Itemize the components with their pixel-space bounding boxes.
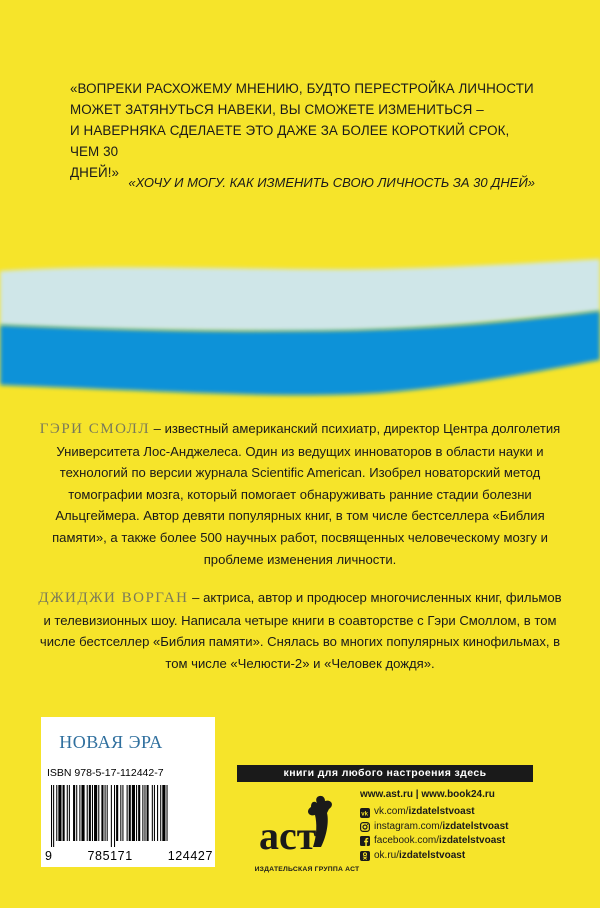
social-link-handle: izdatelstvoast bbox=[442, 820, 509, 832]
social-link[interactable] bbox=[360, 820, 560, 834]
barcode-bar bbox=[144, 785, 145, 841]
social-link-prefix: instagram.com/ bbox=[374, 820, 443, 832]
svg-text:vk: vk bbox=[361, 811, 368, 818]
barcode-bar bbox=[101, 785, 103, 841]
barcode-bar bbox=[98, 785, 99, 841]
barcode-bar bbox=[138, 785, 140, 841]
barcode-bar bbox=[162, 785, 165, 841]
vk-icon bbox=[360, 808, 370, 818]
barcode-bar bbox=[87, 785, 88, 841]
ean-first-digit: 9 bbox=[45, 849, 53, 863]
barcode-bar bbox=[157, 785, 158, 841]
barcode-bar bbox=[127, 785, 128, 841]
social-link[interactable] bbox=[360, 805, 560, 819]
author-bio-text: – известный американский психиатр, директор Центра долголетия Университета Лос-Анджелеса. Один из ведущих инноваторов в области науки и технологий по версии журнала Scientific American. Изобрел новаторский метод томографии мозга, который помогает обнаруживать ранние стадии болезни Альцгеймера. Автор девяти популярных книг, в том числе бестселлера «Библия памяти», а также более 500 научных работ, посвященных человеческому мозгу и проблеме изменения личности. bbox=[52, 421, 561, 567]
author-bio-vorgan bbox=[38, 587, 562, 674]
barcode-bar bbox=[67, 785, 68, 841]
social-link-handle: izdatelstvoast bbox=[408, 806, 475, 818]
barcode-bar bbox=[152, 785, 153, 841]
barcode-bar bbox=[111, 785, 112, 847]
cover-quote bbox=[70, 78, 538, 183]
barcode-bar bbox=[79, 785, 80, 841]
publisher-links bbox=[360, 788, 560, 863]
imprint-name: НОВАЯ ЭРА bbox=[59, 732, 163, 752]
barcode-bar bbox=[147, 785, 149, 841]
barcode-bar bbox=[76, 785, 77, 841]
quote-line: ДНЕЙ!» bbox=[70, 165, 120, 180]
barcode-bar bbox=[114, 785, 115, 847]
barcode-bar bbox=[142, 785, 143, 841]
publisher-slogan: книги для любого настроения здесь bbox=[237, 765, 533, 782]
ean-left-group: 785171 bbox=[87, 849, 133, 863]
quote-line: «ВОПРЕКИ РАСХОЖЕМУ МНЕНИЮ, БУДТО ПЕРЕСТРОЙКА ЛИЧНОСТИ bbox=[70, 81, 534, 96]
barcode-bar bbox=[105, 785, 106, 841]
barcode-bar bbox=[160, 785, 161, 841]
barcode-bar bbox=[107, 785, 108, 841]
barcode-bar bbox=[63, 785, 65, 841]
barcode-bar bbox=[56, 785, 57, 841]
barcode-bar bbox=[51, 785, 52, 847]
barcode-bar bbox=[92, 785, 93, 841]
social-link-prefix: ok.ru/ bbox=[374, 849, 400, 861]
author-bio-text: – актриса, автор и продюсер многочисленных книг, фильмов и телевизионных шоу. Написала четыре книги в соавторстве с Гэри Смоллом, в том числе бестселлер «Библия памяти». Снялась во многих популярных кинофильмах, в том числе «Челюсти-2» и «Человек дождя». bbox=[39, 590, 562, 671]
barcode-bar bbox=[154, 785, 155, 841]
ean-right-group: 124427 bbox=[167, 849, 213, 863]
barcode-bar bbox=[136, 785, 137, 841]
social-link-handle: izdatelstvoast bbox=[399, 849, 466, 861]
instagram-icon bbox=[360, 822, 370, 832]
barcode-bar bbox=[132, 785, 135, 841]
wave-stripes-decoration bbox=[0, 235, 600, 405]
facebook-icon bbox=[360, 836, 370, 846]
isbn-number: ISBN 978-5-17-112442-7 bbox=[47, 767, 164, 779]
barcode-bar bbox=[58, 785, 61, 841]
author-name: ДЖИДЖИ ВОРГАН bbox=[38, 590, 189, 606]
social-link[interactable] bbox=[360, 849, 560, 863]
light-stripe bbox=[0, 259, 600, 331]
barcode-bar bbox=[73, 785, 75, 841]
author-bio-small bbox=[38, 418, 562, 570]
social-link-handle: izdatelstvoast bbox=[439, 835, 506, 847]
barcode-bars bbox=[47, 785, 211, 847]
quote-line: И НАВЕРНЯКА СДЕЛАЕТЕ ЭТО ДАЖЕ ЗА БОЛЕЕ КОРОТКИЙ СРОК, ЧЕМ 30 bbox=[70, 123, 510, 159]
ast-logo-text: аст bbox=[259, 813, 317, 858]
barcode-bar bbox=[129, 785, 131, 841]
ast-logo bbox=[255, 791, 355, 861]
barcode-bar bbox=[53, 785, 54, 847]
odnoklassniki-icon bbox=[360, 851, 370, 861]
social-link[interactable] bbox=[360, 834, 560, 848]
social-link-prefix: vk.com/ bbox=[374, 806, 409, 818]
quote-source: «ХОЧУ И МОГУ. КАК ИЗМЕНИТЬ СВОЮ ЛИЧНОСТЬ ЗА 30 ДНЕЙ» bbox=[128, 175, 535, 190]
barcode-bar bbox=[120, 785, 121, 841]
publisher-sites[interactable]: www.ast.ru | www.book24.ru bbox=[360, 789, 495, 800]
social-link-prefix: facebook.com/ bbox=[374, 835, 440, 847]
barcode-panel bbox=[41, 717, 215, 867]
quote-line: МОЖЕТ ЗАТЯНУТЬСЯ НАВЕКИ, ВЫ СМОЖЕТЕ ИЗМЕНИТЬСЯ – bbox=[70, 102, 484, 117]
author-name: ГЭРИ СМОЛЛ bbox=[39, 421, 151, 437]
barcode-bar bbox=[167, 785, 168, 841]
barcode-bar bbox=[116, 785, 118, 841]
barcode-bar bbox=[81, 785, 84, 841]
barcode-bar bbox=[94, 785, 97, 841]
publisher-group-name: ИЗДАТЕЛЬСКАЯ ГРУППА АСТ bbox=[254, 866, 360, 873]
barcode-bar bbox=[69, 785, 70, 841]
barcode-bar bbox=[122, 785, 123, 841]
barcode-bar bbox=[89, 785, 91, 841]
ean-digits bbox=[45, 849, 213, 863]
